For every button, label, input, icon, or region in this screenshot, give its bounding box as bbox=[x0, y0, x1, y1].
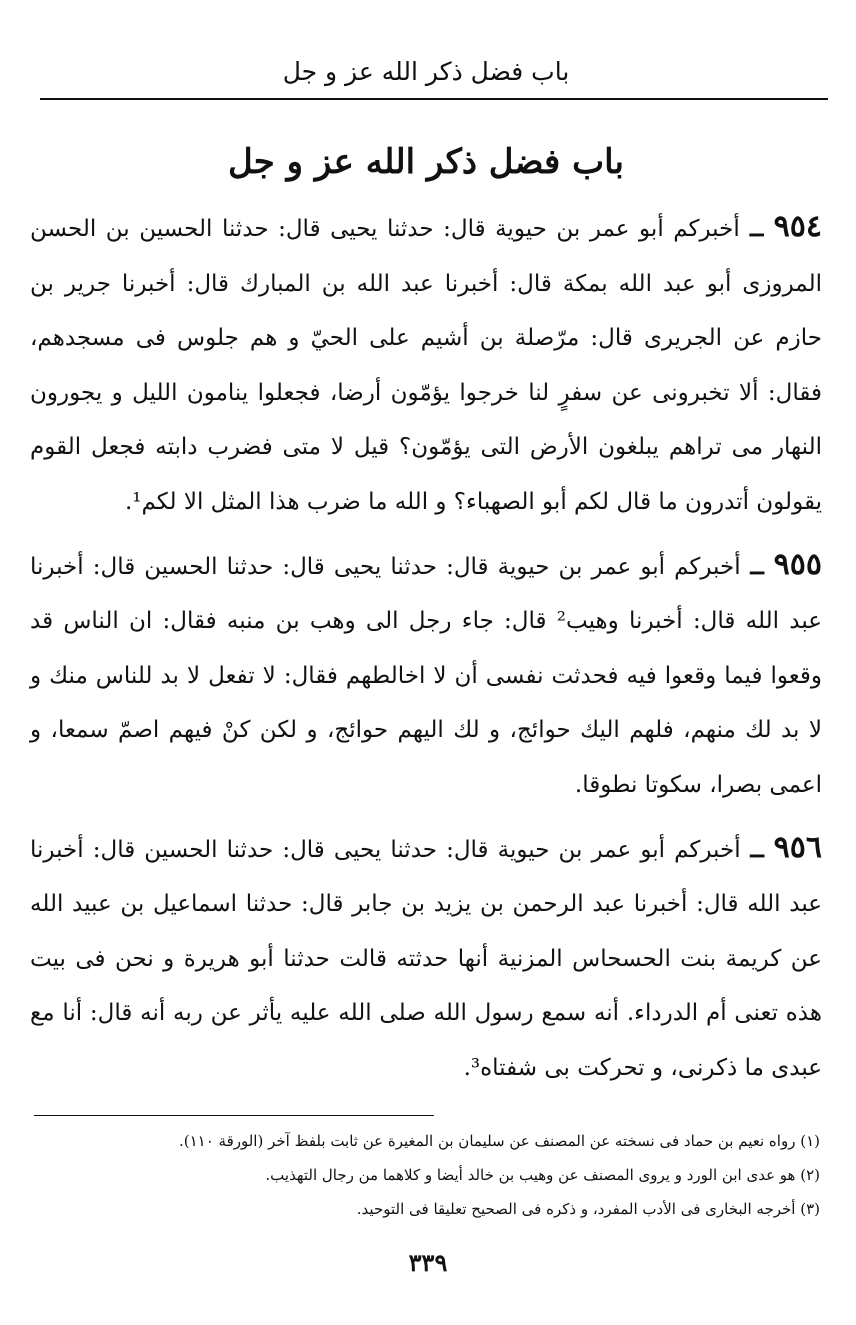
running-header: باب فضل ذكر الله عز و جل bbox=[282, 57, 570, 86]
hadith-dash: ــ bbox=[740, 835, 774, 863]
hadith-number: ٩٥٥ bbox=[773, 546, 822, 582]
hadith-955 bbox=[30, 538, 822, 813]
hadith-text: أخبركم أبو عمر بن حيوية قال: حدثنا يحيى قال: حدثنا الحسين قال: أخبرنا عبد الله قال: أخبرنا عبد الرحمن بن يزيد بن جابر قال: حدثنا اسماعيل بن عبيد الله عن كريمة بنت الحسحاس المزنية أنها حدثته قالت حدثنا أبو هريرة و نحن فى بيت هذه تعنى أم الدرداء. أنه سمع رسول الله صلى الله عليه يأثر عن ربه أنه قال: أنا مع عبدى ما ذكرنى، و تحركت بى شفتاه³. bbox=[30, 836, 822, 1081]
footnote-1: (١) رواه نعيم بن حماد فى نسخته عن المصنف عن سليمان بن المغيرة عن ثابت بلفظ آخر (الورقة ١١٠). bbox=[178, 1132, 820, 1150]
hadith-list bbox=[30, 200, 822, 1104]
hadith-text: أخبركم أبو عمر بن حيوية قال: حدثنا يحيى قال: حدثنا الحسين قال: أخبرنا عبد الله قال: أخبرنا وهيب² قال: جاء رجل الى وهب بن منبه فقال: ان الناس قد وقعوا فيما وقعوا فيه فحدثت نفسى أن لا اخالطهم فقال: لا تفعل لا بد للناس منك و لا بد لك منهم، فلهم اليك حوائج، و لك اليهم حوائج، و لكن كنْ فيهم اصمّ سمعا، و اعمى بصرا، سكوتا نطوقا. bbox=[30, 553, 822, 798]
footnote-rule bbox=[34, 1115, 434, 1116]
chapter-title: باب فضل ذكر الله عز و جل bbox=[228, 142, 624, 182]
hadith-dash: ــ bbox=[740, 552, 774, 580]
footnote-3: (٣) أخرجه البخارى فى الأدب المفرد، و ذكره فى الصحيح تعليقا فى التوحيد. bbox=[356, 1200, 820, 1218]
hadith-number: ٩٥٤ bbox=[773, 209, 822, 244]
hadith-dash: ــ bbox=[739, 215, 774, 242]
hadith-number: ٩٥٦ bbox=[773, 829, 822, 865]
hadith-954 bbox=[30, 200, 822, 530]
hadith-text: أخبركم أبو عمر بن حيوية قال: حدثنا يحيى قال: حدثنا الحسين بن الحسن المروزى أبو عبد الله بمكة قال: أخبرنا عبد الله بن المبارك قال: أخبرنا جرير بن حازم عن الجريرى قال: مرّصلة بن أشيم على الحيّ و هم جلوس فى مسجدهم، فقال: ألا تخبرونى عن سفرٍ لنا خرجوا يؤمّون أرضا، فجعلوا ينامون الليل و يجورون النهار مى تراهم يبلغون الأرض التى يؤمّون؟ قيل لا متى فضرب دابته فجعل القوم يقولون أتدرون ما قال لكم أبو الصهباء؟ و الله ما ضرب هذا المثل الا لكم¹. bbox=[30, 216, 822, 515]
header-rule bbox=[40, 98, 828, 100]
footnote-2: (٢) هو عدى ابن الورد و يروى المصنف عن وهيب بن خالد أيضا و كلاهما من رجال التهذيب. bbox=[265, 1166, 820, 1184]
page-number: ٣٣٩ bbox=[408, 1248, 448, 1277]
footnotes bbox=[30, 1124, 820, 1226]
hadith-956 bbox=[30, 821, 822, 1096]
